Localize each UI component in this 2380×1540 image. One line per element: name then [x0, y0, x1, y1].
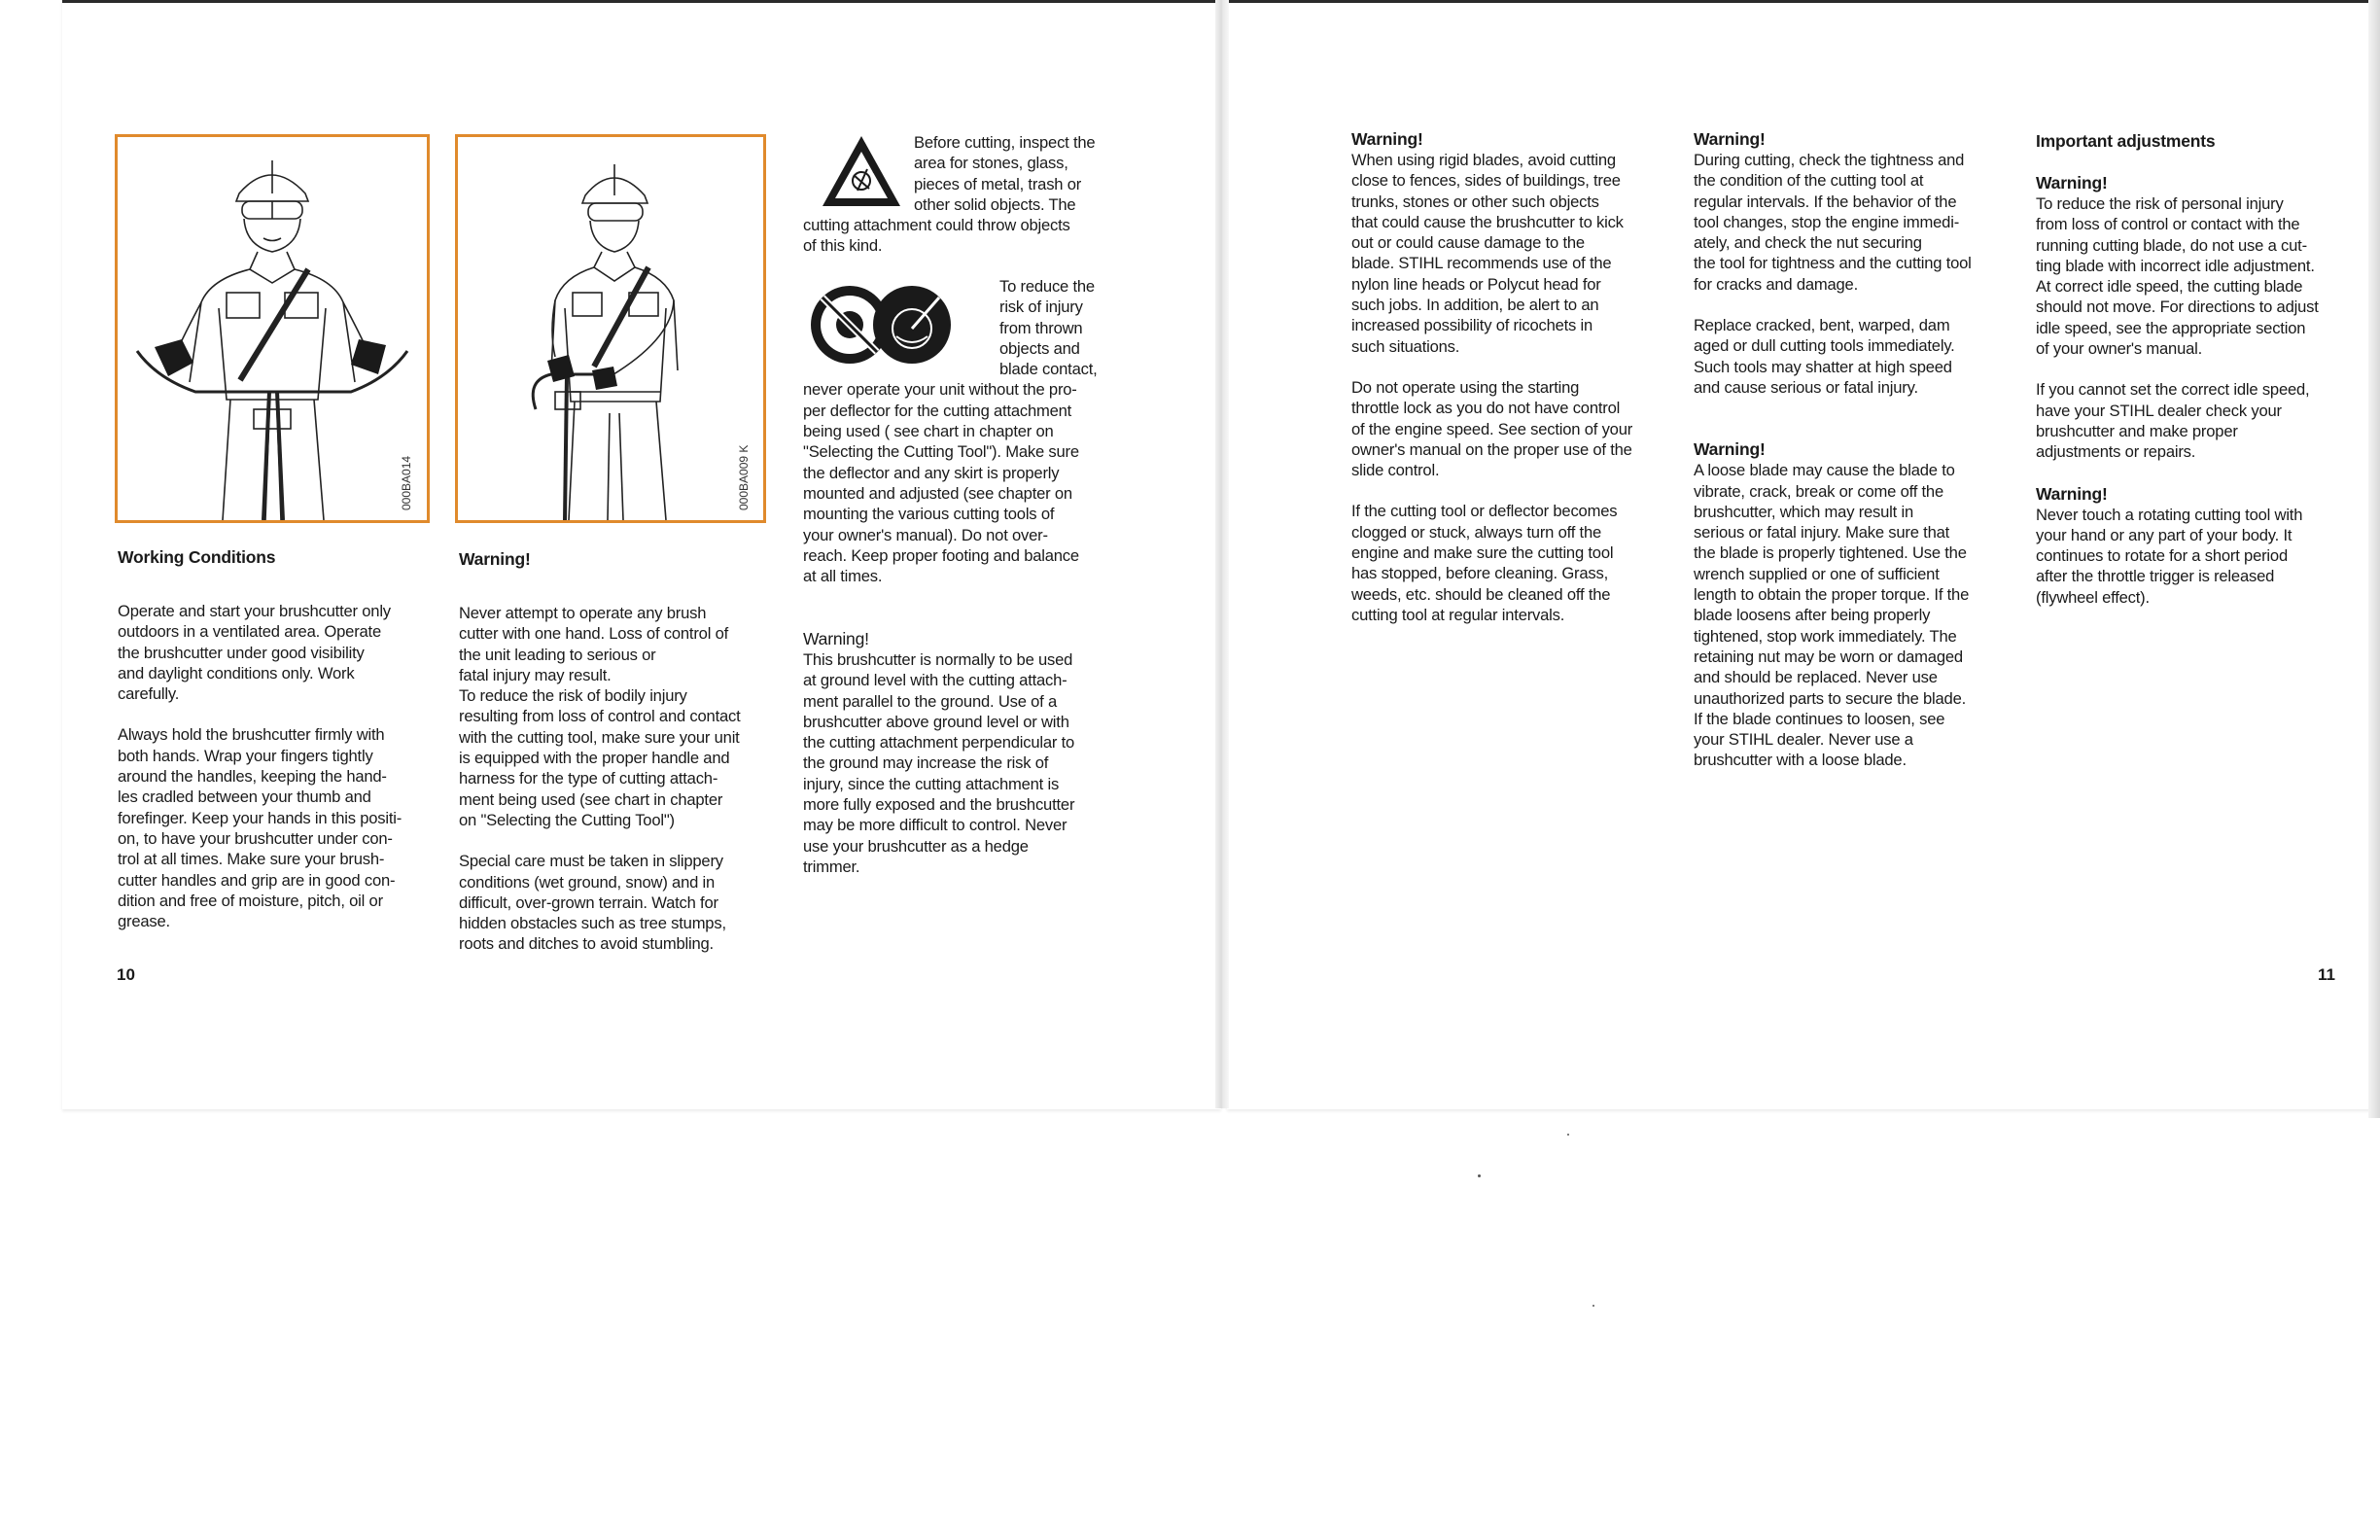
paragraph: A loose blade may cause the blade to vibrate, crack, break or come off the brushcutter, which may result in serious or fatal injury. Make sure that the blade is properly tightened. Use the wrench supplied or one of sufficient length to obtain the proper torque. If the blade loosens after being properly tightened, stop work immediately. The retaining nut may be worn or damaged and should be replaced. Never use unauthorized parts to secure the blade. If the blade continues to loosen, see your STIHL dealer. Never use a brushcutter with a loose blade.	[1694, 461, 1970, 770]
deflector-text	[803, 276, 1124, 586]
paragraph: During cutting, check the tightness and the condition of the cutting tool at regular intervals. If the behavior of the tool changes, stop the engine immedi- ately, and check the nut securing the tool for tightness and the cutting tool for cracks and damage.	[1694, 151, 1972, 294]
paragraph: To reduce the risk of personal injury from loss of control or contact with the running cutting blade, do not use a cut- ting blade with incorrect idle adjustment. At correct idle speed, the cutting blade should not move. For directions to adjust idle speed, see the appropriate section of your owner's manual.	[2036, 194, 2319, 359]
paragraph: cutting attachment could throw objects of this kind.	[803, 216, 1070, 256]
paragraph: Special care must be taken in slippery conditions (wet ground, snow) and in difficult, over-grown terrain. Watch for hidden obstacles such as tree stumps, roots and ditches to avoid stumbling.	[459, 852, 726, 954]
operator-illustration-2	[458, 137, 763, 520]
warning-heading: Warning!	[2036, 483, 2108, 504]
operator-illustration-1	[118, 137, 427, 520]
warning-heading: Warning!	[459, 549, 531, 569]
warning-heading: Warning!	[1694, 129, 1766, 149]
scan-speck	[1478, 1174, 1481, 1177]
one-hand-warning-column	[459, 548, 770, 955]
paragraph: If you cannot set the correct idle speed, have your STIHL dealer check your brushcutter and make proper adjustments or repairs.	[2036, 380, 2310, 462]
paragraph: Do not operate using the starting throttle lock as you do not have control of the engine speed. See section of your owner's manual on the proper use of the slide control.	[1351, 377, 1633, 480]
paragraph: Never touch a rotating cutting tool with your hand or any part of your body. It continues to rotate for a short period after the throttle trigger is released (flywheel effect).	[2036, 505, 2303, 607]
working-conditions-column	[118, 546, 429, 931]
warning-heading: Warning!	[1694, 439, 1766, 460]
section-title: Important adjustments	[2036, 131, 2216, 151]
important-adjustments-column	[2036, 130, 2357, 608]
paragraph: If the cutting tool or deflector becomes clogged or stuck, always turn off the engine and make sure the cutting tool has stopped, before cleaning. Grass, weeds, etc. should be cleaned off the cutting tool at regular intervals.	[1351, 502, 1618, 624]
figure-code: 000BA009 K	[737, 444, 751, 510]
warning-heading: Warning!	[2036, 173, 2108, 192]
inspect-area-text	[803, 132, 1124, 257]
scan-speck	[1567, 1134, 1569, 1136]
figure-code: 000BA014	[400, 455, 413, 510]
paragraph: never operate your unit without the pro- per deflector for the cutting attachment being used ( see chart in chapter on "Selecting the Cutting Tool"). Make sure the deflector and any skirt is properly mounted and adjusted (see chapter on mounting the various cutting tools of your owner's manual). Do not over- reach. Keep proper footing and balance at all times.	[803, 380, 1079, 586]
ground-level-warning-column	[803, 628, 1124, 877]
warning-heading: Warning!	[1351, 129, 1423, 149]
scan-speck	[1592, 1305, 1594, 1307]
page-number-right: 11	[2318, 965, 2335, 984]
warning-heading: Warning!	[803, 629, 869, 648]
page-number-left: 10	[117, 965, 135, 984]
paragraph: This brushcutter is normally to be used at ground level with the cutting attach- ment parallel to the ground. Use of a brushcutter above ground level or with the cutting attachment perpendicular to the ground may increase the risk of injury, since the cutting attachment is more fully exposed and the brushcutter may be more difficult to control. Never use your brushcutter as a hedge trimmer.	[803, 650, 1075, 876]
paragraph: Before cutting, inspect the area for stones, glass, pieces of metal, trash or other solid objects. The	[914, 133, 1096, 214]
paragraph: Always hold the brushcutter firmly with both hands. Wrap your fingers tightly around the handles, keeping the hand- les cradled between your thumb and forefinger. Keep your hands in this positi- on, to have your brushcutter under con- trol at all times. Make sure your brush- cutter handles and grip are in good con- dition and free of moisture, pitch, oil or grease.	[118, 725, 402, 931]
section-heading: Working Conditions	[118, 547, 276, 567]
page-edge	[2368, 0, 2380, 1118]
paragraph: When using rigid blades, avoid cutting close to fences, sides of buildings, tree trunks, stones or other such objects that could cause the brushcutter to kick out or could cause damage to the blade. STIHL recommends use of the nylon line heads or Polycut head for such jobs. In addition, be alert to an increased possibility of ricochets in such situations.	[1351, 151, 1624, 356]
figure-one-hand-warning	[455, 134, 766, 523]
book-gutter	[1215, 0, 1229, 1108]
paragraph: Never attempt to operate any brush cutter with one hand. Loss of control of the unit leading to serious or fatal injury may result. To reduce the risk of bodily injury resulting from loss of control and contact with the cutting tool, make sure your unit is equipped with the proper handle and harness for the type of cutting attach- ment being used (see chart in chapter on "Selecting the Cutting Tool")	[459, 604, 741, 829]
rigid-blade-warning-column	[1351, 128, 1672, 625]
paragraph: To reduce the risk of injury from thrown objects and blade contact,	[999, 277, 1098, 379]
figure-two-hand-grip	[115, 134, 430, 523]
cutting-tool-check-column	[1694, 128, 2014, 771]
paragraph: Operate and start your brushcutter only outdoors in a ventilated area. Operate the brushcutter under good visibility and daylight conditions only. Work carefully.	[118, 602, 391, 704]
paragraph: Replace cracked, bent, warped, dam aged or dull cutting tools immediately. Such tools may shatter at high speed and cause serious or fatal injury.	[1694, 316, 1955, 397]
